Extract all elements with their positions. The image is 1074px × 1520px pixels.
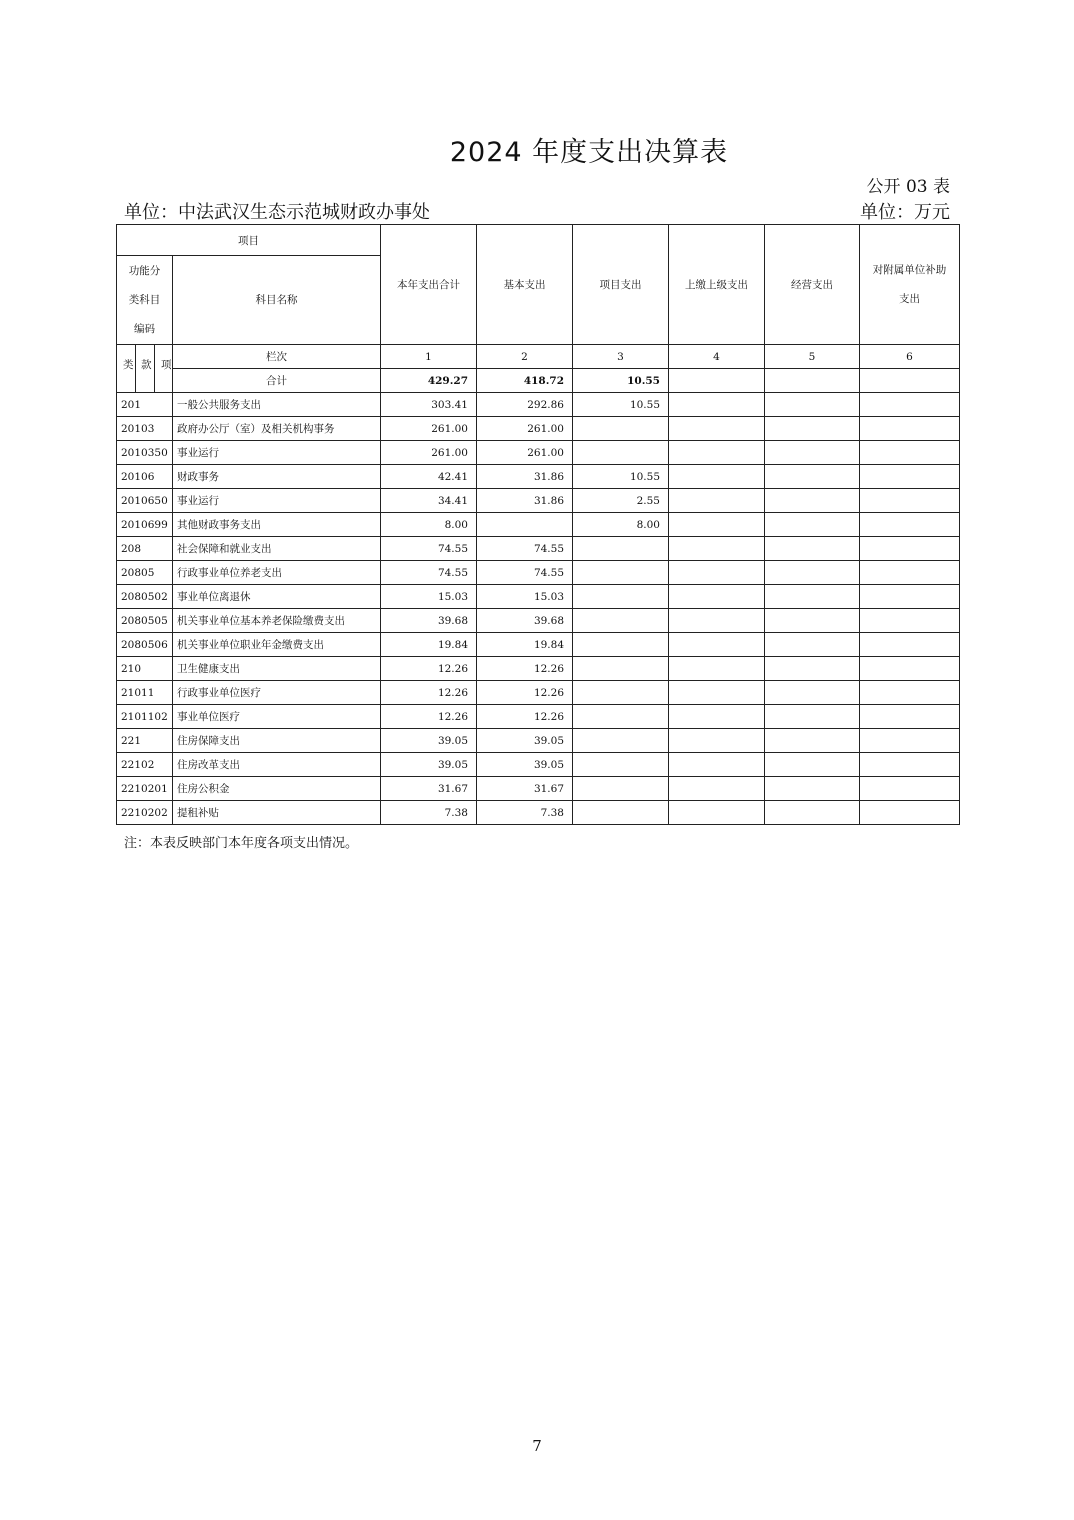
row-basic: 292.86 (477, 393, 573, 417)
row-code: 20805 (117, 561, 173, 585)
total-basic: 418.72 (477, 369, 573, 393)
row-project (573, 729, 669, 753)
col-num-1: 1 (381, 345, 477, 369)
col-num-3: 3 (573, 345, 669, 369)
row-name: 事业运行 (173, 441, 381, 465)
row-basic: 12.26 (477, 657, 573, 681)
row-upper (669, 729, 765, 753)
row-project (573, 633, 669, 657)
row-subsidy (860, 609, 960, 633)
row-total: 31.67 (381, 777, 477, 801)
table-row (117, 657, 960, 681)
row-upper (669, 657, 765, 681)
header-func-code-text: 功能分类科目编码 (128, 264, 161, 335)
row-code: 22102 (117, 753, 173, 777)
row-subsidy (860, 777, 960, 801)
row-total: 19.84 (381, 633, 477, 657)
row-name: 事业运行 (173, 489, 381, 513)
row-code: 2010350 (117, 441, 173, 465)
row-subsidy (860, 561, 960, 585)
row-project (573, 753, 669, 777)
table-row (117, 393, 960, 417)
row-name: 社会保障和就业支出 (173, 537, 381, 561)
page-title: 2024 年度支出决算表 (449, 137, 729, 168)
row-project: 10.55 (573, 393, 669, 417)
row-total: 39.68 (381, 609, 477, 633)
row-project (573, 801, 669, 825)
row-total: 261.00 (381, 417, 477, 441)
table-row (117, 633, 960, 657)
row-total: 15.03 (381, 585, 477, 609)
row-name: 住房公积金 (173, 777, 381, 801)
row-code: 221 (117, 729, 173, 753)
row-name: 事业单位离退休 (173, 585, 381, 609)
row-basic: 12.26 (477, 681, 573, 705)
header-project-exp: 项目支出 (573, 225, 669, 345)
header-subsidy (860, 225, 960, 345)
row-upper (669, 753, 765, 777)
row-project (573, 705, 669, 729)
row-basic: 12.26 (477, 705, 573, 729)
row-upper (669, 585, 765, 609)
row-subsidy (860, 417, 960, 441)
row-total: 8.00 (381, 513, 477, 537)
row-code: 20103 (117, 417, 173, 441)
header-operating: 经营支出 (765, 225, 860, 345)
divider (135, 345, 136, 392)
row-project: 8.00 (573, 513, 669, 537)
total-label: 合计 (173, 369, 381, 393)
row-operating (765, 609, 860, 633)
form-number: 公开 03 表 (866, 177, 950, 197)
header-xiang: 项 (161, 359, 172, 371)
header-lei-kuan-xiang (117, 345, 173, 393)
row-subsidy (860, 633, 960, 657)
row-basic: 15.03 (477, 585, 573, 609)
row-upper (669, 777, 765, 801)
row-code: 210 (117, 657, 173, 681)
row-name: 行政事业单位养老支出 (173, 561, 381, 585)
row-upper (669, 801, 765, 825)
row-basic: 19.84 (477, 633, 573, 657)
total-operating (765, 369, 860, 393)
row-basic: 74.55 (477, 537, 573, 561)
row-operating (765, 729, 860, 753)
row-upper (669, 537, 765, 561)
header-project: 项目 (117, 225, 381, 256)
table-row (117, 777, 960, 801)
col-num-6: 6 (860, 345, 960, 369)
header-lanci: 栏次 (173, 345, 381, 369)
row-basic: 74.55 (477, 561, 573, 585)
row-basic (477, 513, 573, 537)
row-upper (669, 513, 765, 537)
row-total: 12.26 (381, 657, 477, 681)
row-project (573, 417, 669, 441)
table-row (117, 609, 960, 633)
row-basic: 31.67 (477, 777, 573, 801)
row-upper (669, 561, 765, 585)
table-row (117, 801, 960, 825)
header-func-code (117, 256, 173, 345)
row-name: 住房改革支出 (173, 753, 381, 777)
row-upper (669, 489, 765, 513)
row-code: 2210202 (117, 801, 173, 825)
row-upper (669, 417, 765, 441)
row-operating (765, 801, 860, 825)
row-operating (765, 585, 860, 609)
row-subsidy (860, 441, 960, 465)
row-upper (669, 609, 765, 633)
row-upper (669, 465, 765, 489)
row-subsidy (860, 465, 960, 489)
row-total: 303.41 (381, 393, 477, 417)
row-total: 39.05 (381, 753, 477, 777)
row-name: 机关事业单位职业年金缴费支出 (173, 633, 381, 657)
row-project: 2.55 (573, 489, 669, 513)
row-operating (765, 777, 860, 801)
row-basic: 31.86 (477, 489, 573, 513)
row-basic: 261.00 (477, 417, 573, 441)
row-basic: 31.86 (477, 465, 573, 489)
header-basic: 基本支出 (477, 225, 573, 345)
row-operating (765, 681, 860, 705)
row-total: 7.38 (381, 801, 477, 825)
row-subsidy (860, 585, 960, 609)
row-project (573, 537, 669, 561)
divider (154, 345, 155, 392)
row-name: 行政事业单位医疗 (173, 681, 381, 705)
row-project (573, 609, 669, 633)
row-project (573, 561, 669, 585)
table-row (117, 537, 960, 561)
row-project: 10.55 (573, 465, 669, 489)
row-operating (765, 537, 860, 561)
row-code: 2080506 (117, 633, 173, 657)
table-row (117, 585, 960, 609)
row-total: 12.26 (381, 681, 477, 705)
row-code: 20106 (117, 465, 173, 489)
total-total: 429.27 (381, 369, 477, 393)
row-upper (669, 393, 765, 417)
row-operating (765, 561, 860, 585)
row-total: 42.41 (381, 465, 477, 489)
row-code: 208 (117, 537, 173, 561)
row-upper (669, 681, 765, 705)
row-name: 事业单位医疗 (173, 705, 381, 729)
row-code: 2080505 (117, 609, 173, 633)
row-name: 一般公共服务支出 (173, 393, 381, 417)
table-row (117, 513, 960, 537)
row-project (573, 585, 669, 609)
row-subsidy (860, 753, 960, 777)
row-basic: 261.00 (477, 441, 573, 465)
row-subsidy (860, 729, 960, 753)
header-total: 本年支出合计 (381, 225, 477, 345)
row-name: 其他财政事务支出 (173, 513, 381, 537)
header-lei: 类 (123, 359, 134, 371)
row-project (573, 441, 669, 465)
row-subsidy (860, 801, 960, 825)
row-upper (669, 441, 765, 465)
row-code: 2010699 (117, 513, 173, 537)
row-upper (669, 633, 765, 657)
unit-label: 单位：中法武汉生态示范城财政办事处 (124, 202, 430, 223)
row-total: 261.00 (381, 441, 477, 465)
page-number: 7 (532, 1437, 542, 1455)
total-upper (669, 369, 765, 393)
row-project (573, 777, 669, 801)
header-subsidy-text: 对附属单位补助支出 (872, 263, 947, 305)
total-project: 10.55 (573, 369, 669, 393)
table-note: 注：本表反映部门本年度各项支出情况。 (124, 836, 359, 851)
row-code: 21011 (117, 681, 173, 705)
row-subsidy (860, 657, 960, 681)
row-name: 提租补贴 (173, 801, 381, 825)
row-project (573, 681, 669, 705)
row-total: 39.05 (381, 729, 477, 753)
col-num-5: 5 (765, 345, 860, 369)
row-name: 政府办公厅（室）及相关机构事务 (173, 417, 381, 441)
row-name: 财政事务 (173, 465, 381, 489)
row-project (573, 657, 669, 681)
table-row (117, 681, 960, 705)
col-num-2: 2 (477, 345, 573, 369)
row-name: 卫生健康支出 (173, 657, 381, 681)
table-row (117, 441, 960, 465)
currency-label: 单位：万元 (860, 202, 950, 223)
table-row (117, 729, 960, 753)
row-operating (765, 513, 860, 537)
row-operating (765, 417, 860, 441)
row-operating (765, 705, 860, 729)
table-row (117, 753, 960, 777)
row-operating (765, 465, 860, 489)
row-operating (765, 441, 860, 465)
table-row (117, 705, 960, 729)
row-subsidy (860, 393, 960, 417)
total-subsidy (860, 369, 960, 393)
table-row (117, 561, 960, 585)
row-basic: 39.05 (477, 729, 573, 753)
row-basic: 39.05 (477, 753, 573, 777)
row-code: 2080502 (117, 585, 173, 609)
row-name: 机关事业单位基本养老保险缴费支出 (173, 609, 381, 633)
table-row (117, 417, 960, 441)
row-code: 2010650 (117, 489, 173, 513)
row-operating (765, 753, 860, 777)
row-operating (765, 393, 860, 417)
row-subsidy (860, 513, 960, 537)
row-code: 2101102 (117, 705, 173, 729)
table-row (117, 465, 960, 489)
row-code: 201 (117, 393, 173, 417)
row-basic: 7.38 (477, 801, 573, 825)
table-row (117, 489, 960, 513)
expenditure-table (116, 224, 960, 825)
row-operating (765, 633, 860, 657)
row-total: 74.55 (381, 537, 477, 561)
row-total: 74.55 (381, 561, 477, 585)
row-subsidy (860, 537, 960, 561)
row-operating (765, 489, 860, 513)
row-subsidy (860, 681, 960, 705)
row-basic: 39.68 (477, 609, 573, 633)
header-subject-name: 科目名称 (173, 256, 381, 345)
row-total: 34.41 (381, 489, 477, 513)
row-code: 2210201 (117, 777, 173, 801)
row-name: 住房保障支出 (173, 729, 381, 753)
row-subsidy (860, 489, 960, 513)
row-total: 12.26 (381, 705, 477, 729)
row-subsidy (860, 705, 960, 729)
row-operating (765, 657, 860, 681)
header-upper: 上缴上级支出 (669, 225, 765, 345)
col-num-4: 4 (669, 345, 765, 369)
header-kuan: 款 (141, 359, 152, 371)
row-upper (669, 705, 765, 729)
